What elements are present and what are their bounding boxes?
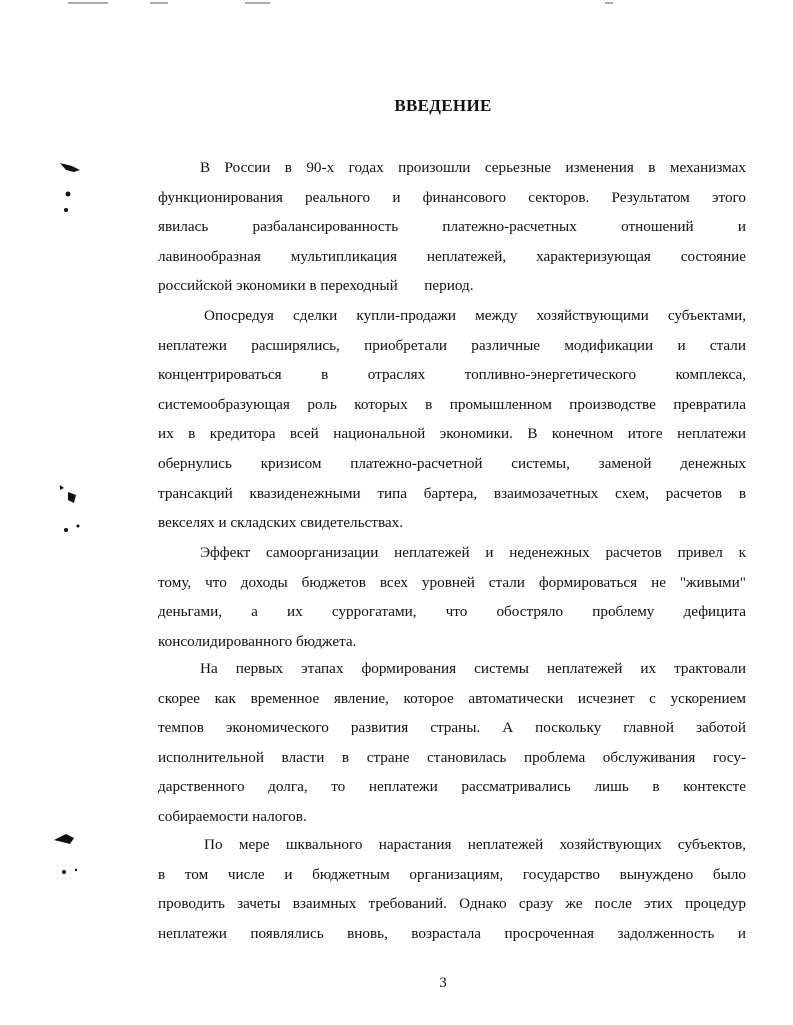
text-line: трансакций квазиденежными типа бартера, взаимозачетных схем, расчетов в: [158, 484, 746, 502]
paragraph-2: [158, 301, 746, 538]
text-line: явилась разбалансированность платежно-расчетных отношений и: [158, 218, 746, 236]
page-title: ВВЕДЕНИЕ: [394, 96, 492, 115]
text-line: На первых этапах формирования системы неплатежей их трактовали: [200, 660, 746, 677]
paragraph-5: [158, 830, 746, 948]
text-line: проводить зачеты взаимных требований. Однако сразу же после этих процедур: [158, 895, 746, 913]
text-line: Эффект самоорганизации неплатежей и неденежных расчетов привел к: [200, 544, 746, 561]
text-line: векселях и складских свидетельствах.: [158, 514, 404, 532]
text-line: консолидированного бюджета.: [158, 632, 357, 650]
paragraph-3: [158, 538, 746, 656]
text-line: обернулись кризисом платежно-расчетной системы, заменой денежных: [158, 454, 746, 472]
text-line: в том числе и бюджетным организациям, государство вынуждено было: [158, 865, 746, 883]
text-line: деньгами, а их суррогатами, что обостряло проблему дефицита: [158, 603, 746, 621]
text-line: скорее как временное явление, которое автоматически исчезнет с ускорением: [158, 689, 746, 707]
text-line: исполнительной власти в стране становилась проблема обслуживания госу-: [158, 748, 746, 766]
text-line: их в кредитора всей национальной экономики. В конечном итоге неплатежи: [158, 425, 746, 443]
text-line: неплатежи расширялись, приобретали различные модификации и стали: [158, 336, 746, 354]
text-line: темпов экономического развития страны. А поскольку главной заботой: [158, 719, 746, 737]
text-line: Опосредуя сделки купли-продажи между хозяйствующими субъектами,: [204, 307, 746, 324]
text-line: неплатежи появлялись вновь, возрастала просроченная задолженность и: [158, 924, 746, 942]
page-number: 3: [439, 975, 447, 991]
text-line: тому, что доходы бюджетов всех уровней стали формироваться не "живыми": [158, 573, 746, 591]
text-line: По мере шквального нарастания неплатежей хозяйствующих субъектов,: [204, 836, 746, 853]
paragraph-1: [158, 153, 746, 301]
text-line: собираемости налогов.: [158, 807, 307, 825]
text-line: дарственного долга, то неплатежи рассматривались лишь в контексте: [158, 778, 746, 796]
text-line: лавинообразная мультипликация неплатежей, характеризующая состояние: [158, 247, 746, 265]
text-line: функционирования реального и финансового секторов. Результатом этого: [158, 188, 746, 206]
text-line: системообразующая роль которых в промышленном производстве превратила: [158, 395, 746, 413]
paragraph-4: [158, 654, 746, 832]
margin-blots: [54, 163, 80, 874]
text-line: В России в 90-х годах произошли серьезные изменения в механизмах: [200, 159, 746, 176]
text-line: концентрироваться в отраслях топливно-энергетического комплекса,: [158, 366, 746, 384]
text-line: российской экономики в переходный период.: [158, 277, 474, 295]
